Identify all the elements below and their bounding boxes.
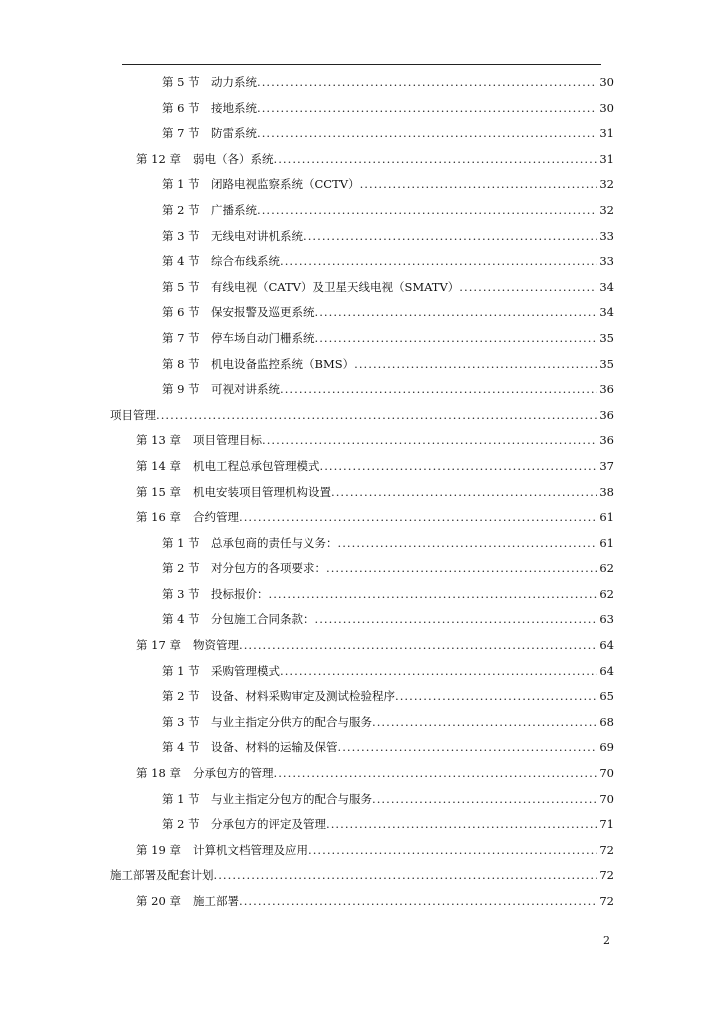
toc-entry-page: 72 xyxy=(599,894,614,908)
toc-entry-number: 第 6 节 xyxy=(162,100,200,115)
toc-dot-leader xyxy=(308,838,597,864)
toc-entry xyxy=(0,96,724,122)
toc-entry xyxy=(0,838,724,864)
toc-entry-title: 接地系统 xyxy=(211,100,257,115)
toc-entry-line xyxy=(162,70,614,96)
toc-dot-leader xyxy=(354,352,597,378)
toc-dot-leader xyxy=(372,710,597,736)
toc-entry-title: 与业主指定分供方的配合与服务 xyxy=(211,714,372,729)
toc-entry-page: 71 xyxy=(599,817,614,832)
toc-entry xyxy=(0,505,724,531)
toc-entry-number: 第 5 节 xyxy=(162,75,200,89)
toc-entry-number: 第 3 节 xyxy=(162,228,200,243)
toc-entry-page: 32 xyxy=(599,177,614,192)
toc-entry-title: 分承包方的评定及管理 xyxy=(211,817,326,832)
toc-dot-leader xyxy=(372,787,597,813)
toc-entry-number: 第 9 节 xyxy=(162,382,200,397)
toc-entry xyxy=(0,300,724,326)
toc-dot-leader xyxy=(239,889,597,915)
toc-entry-number: 第 19 章 xyxy=(136,842,181,857)
header-rule xyxy=(122,64,601,65)
toc-entry-line xyxy=(162,684,614,710)
toc-entry xyxy=(0,863,724,889)
toc-entry xyxy=(0,684,724,710)
toc-entry-number: 第 2 节 xyxy=(162,817,200,832)
toc-entry-number: 第 13 章 xyxy=(136,433,181,448)
toc-entry-line xyxy=(136,505,614,531)
toc-entry-number: 第 16 章 xyxy=(136,510,181,525)
toc-entry-title: 机电设备监控系统（BMS） xyxy=(211,356,355,371)
toc-entry-title: 广播系统 xyxy=(211,202,257,217)
toc-dot-leader xyxy=(262,428,597,454)
toc-entry-page: 64 xyxy=(599,638,614,653)
table-of-contents xyxy=(0,70,724,915)
toc-entry xyxy=(0,224,724,250)
toc-entry-page: 68 xyxy=(599,714,614,729)
toc-entry-line xyxy=(162,326,614,352)
toc-entry xyxy=(0,607,724,633)
toc-entry xyxy=(0,249,724,275)
toc-entry-page: 62 xyxy=(599,586,614,601)
toc-entry xyxy=(0,633,724,659)
toc-entry xyxy=(0,326,724,352)
toc-entry-page: 38 xyxy=(599,484,614,499)
toc-entry-page: 70 xyxy=(599,766,614,781)
toc-entry-page: 65 xyxy=(599,689,614,704)
toc-entry xyxy=(0,480,724,506)
toc-dot-leader xyxy=(326,556,597,582)
toc-entry xyxy=(0,735,724,761)
toc-dot-leader xyxy=(360,172,598,198)
toc-entry xyxy=(0,147,724,173)
toc-entry xyxy=(0,556,724,582)
toc-entry-page: 32 xyxy=(599,202,614,217)
toc-entry-number: 第 5 节 xyxy=(162,279,200,294)
toc-entry-page: 72 xyxy=(599,842,614,857)
toc-entry-number: 第 14 章 xyxy=(136,458,181,473)
toc-entry-title: 停车场自动门栅系统 xyxy=(211,330,315,345)
toc-entry-line xyxy=(162,121,614,147)
toc-entry-page: 63 xyxy=(599,612,614,627)
toc-entry-number: 第 18 章 xyxy=(136,766,181,781)
toc-dot-leader xyxy=(315,300,598,326)
toc-entry xyxy=(0,787,724,813)
toc-entry-title: 有线电视（CATV）及卫星天线电视（SMATV） xyxy=(211,279,460,294)
toc-entry-page: 34 xyxy=(599,305,614,320)
toc-entry-number: 第 4 节 xyxy=(162,612,200,627)
toc-entry-page: 34 xyxy=(599,279,614,294)
toc-dot-leader xyxy=(338,531,598,557)
toc-entry-line xyxy=(136,633,614,659)
toc-entry-title: 与业主指定分包方的配合与服务 xyxy=(211,791,372,806)
toc-entry-line xyxy=(136,147,614,173)
toc-entry xyxy=(0,531,724,557)
toc-entry-page: 33 xyxy=(599,228,614,243)
toc-entry-line xyxy=(162,607,614,633)
toc-entry-title: 施工部署及配套计划 xyxy=(110,868,214,883)
toc-dot-leader xyxy=(280,659,597,685)
toc-entry-title: 无线电对讲机系统 xyxy=(211,228,303,243)
toc-entry-title: 分包施工合同条款： xyxy=(211,612,315,627)
toc-entry-page: 62 xyxy=(599,561,614,576)
toc-entry xyxy=(0,198,724,224)
toc-dot-leader xyxy=(315,326,598,352)
toc-entry-title: 防雷系统 xyxy=(211,126,257,141)
toc-entry xyxy=(0,454,724,480)
toc-entry-title: 综合布线系统 xyxy=(211,254,280,269)
toc-entry-page: 33 xyxy=(599,254,614,269)
toc-entry-title: 合约管理 xyxy=(193,510,239,525)
toc-dot-leader xyxy=(274,147,598,173)
toc-entry xyxy=(0,710,724,736)
toc-entry xyxy=(0,403,724,429)
toc-entry-line xyxy=(162,377,614,403)
toc-entry-line xyxy=(162,787,614,813)
toc-dot-leader xyxy=(239,633,597,659)
toc-entry xyxy=(0,582,724,608)
toc-entry-line xyxy=(136,838,614,864)
toc-entry-title: 采购管理模式 xyxy=(211,663,280,678)
toc-dot-leader xyxy=(257,198,597,224)
toc-entry-title: 项目管理 xyxy=(110,407,156,422)
toc-entry-line xyxy=(136,428,614,454)
toc-entry-page: 64 xyxy=(599,663,614,678)
toc-entry-page: 36 xyxy=(599,407,614,422)
toc-entry-number: 第 4 节 xyxy=(162,254,200,269)
toc-dot-leader xyxy=(214,863,598,889)
toc-entry-number: 第 7 节 xyxy=(162,330,200,345)
toc-dot-leader xyxy=(331,480,597,506)
toc-entry-number: 第 1 节 xyxy=(162,177,200,192)
toc-entry-line xyxy=(136,761,614,787)
toc-entry-title: 设备、材料的运输及保管 xyxy=(211,740,338,755)
toc-entry-line xyxy=(136,480,614,506)
toc-entry-title: 机电安装项目管理机构设置 xyxy=(193,484,331,499)
toc-entry-page: 35 xyxy=(599,356,614,371)
toc-entry-number: 第 1 节 xyxy=(162,663,200,678)
toc-entry-line xyxy=(162,198,614,224)
toc-dot-leader xyxy=(257,70,597,96)
toc-entry-title: 计算机文档管理及应用 xyxy=(193,842,308,857)
toc-entry xyxy=(0,275,724,301)
toc-entry-title: 物资管理 xyxy=(193,638,239,653)
toc-entry-title: 设备、材料采购审定及测试检验程序 xyxy=(211,689,395,704)
toc-entry xyxy=(0,70,724,96)
toc-entry xyxy=(0,172,724,198)
toc-entry-page: 36 xyxy=(599,433,614,448)
toc-entry-number: 第 17 章 xyxy=(136,638,181,653)
page-number: 2 xyxy=(603,934,610,947)
toc-entry-number: 第 4 节 xyxy=(162,740,200,755)
toc-entry-line xyxy=(110,403,614,429)
toc-entry xyxy=(0,428,724,454)
toc-entry-line xyxy=(162,224,614,250)
toc-entry-number: 第 2 节 xyxy=(162,202,200,217)
toc-entry xyxy=(0,121,724,147)
toc-dot-leader xyxy=(395,684,597,710)
toc-entry-title: 弱电（各）系统 xyxy=(193,151,274,166)
toc-entry-line xyxy=(162,812,614,838)
toc-entry-page: 37 xyxy=(599,458,614,473)
toc-dot-leader xyxy=(274,761,598,787)
toc-entry-page: 35 xyxy=(599,330,614,345)
toc-entry-page: 61 xyxy=(599,535,614,550)
toc-entry-title: 保安报警及巡更系统 xyxy=(211,305,315,320)
toc-entry-line xyxy=(162,96,614,122)
toc-dot-leader xyxy=(257,121,597,147)
toc-entry xyxy=(0,761,724,787)
toc-entry-number: 第 20 章 xyxy=(136,894,181,908)
toc-entry-line xyxy=(162,249,614,275)
toc-entry-title: 动力系统 xyxy=(211,75,257,89)
toc-dot-leader xyxy=(303,224,597,250)
toc-entry-line xyxy=(162,659,614,685)
toc-entry-title: 项目管理目标 xyxy=(193,433,262,448)
toc-entry-page: 61 xyxy=(599,510,614,525)
toc-entry-page: 72 xyxy=(599,868,614,883)
toc-entry-page: 30 xyxy=(599,75,614,89)
toc-entry-line xyxy=(162,735,614,761)
toc-entry-title: 总承包商的责任与义务： xyxy=(211,535,338,550)
toc-entry-page: 69 xyxy=(599,740,614,755)
toc-entry-line xyxy=(162,352,614,378)
toc-entry-number: 第 2 节 xyxy=(162,689,200,704)
toc-entry-line xyxy=(162,582,614,608)
toc-dot-leader xyxy=(269,582,598,608)
toc-entry-number: 第 1 节 xyxy=(162,791,200,806)
toc-entry-number: 第 3 节 xyxy=(162,714,200,729)
toc-entry-title: 分承包方的管理 xyxy=(193,766,274,781)
toc-entry-title: 机电工程总承包管理模式 xyxy=(193,458,320,473)
toc-entry-line xyxy=(136,454,614,480)
toc-entry xyxy=(0,889,724,915)
toc-entry-page: 30 xyxy=(599,100,614,115)
toc-dot-leader xyxy=(459,275,597,301)
toc-entry-number: 第 7 节 xyxy=(162,126,200,141)
toc-entry-number: 第 6 节 xyxy=(162,305,200,320)
toc-entry-page: 31 xyxy=(599,151,614,166)
toc-entry-line xyxy=(136,889,614,915)
toc-entry xyxy=(0,377,724,403)
toc-entry-line xyxy=(162,531,614,557)
toc-entry-title: 闭路电视监察系统（CCTV） xyxy=(211,177,360,192)
toc-entry-line xyxy=(110,863,614,889)
toc-entry-line xyxy=(162,300,614,326)
toc-entry-title: 可视对讲系统 xyxy=(211,382,280,397)
toc-entry-title: 施工部署 xyxy=(193,894,239,908)
toc-dot-leader xyxy=(320,454,598,480)
toc-dot-leader xyxy=(280,249,597,275)
toc-entry-line xyxy=(162,275,614,301)
toc-entry-number: 第 2 节 xyxy=(162,561,200,576)
toc-dot-leader xyxy=(338,735,598,761)
toc-entry-number: 第 1 节 xyxy=(162,535,200,550)
toc-entry-page: 31 xyxy=(599,126,614,141)
toc-entry xyxy=(0,352,724,378)
toc-dot-leader xyxy=(326,812,597,838)
toc-entry-line xyxy=(162,556,614,582)
toc-entry-number: 第 12 章 xyxy=(136,151,181,166)
toc-dot-leader xyxy=(280,377,597,403)
toc-entry xyxy=(0,659,724,685)
toc-entry-page: 36 xyxy=(599,382,614,397)
toc-dot-leader xyxy=(239,505,597,531)
toc-entry-page: 70 xyxy=(599,791,614,806)
toc-dot-leader xyxy=(156,403,597,429)
toc-entry xyxy=(0,812,724,838)
toc-entry-number: 第 8 节 xyxy=(162,356,200,371)
toc-dot-leader xyxy=(257,96,597,122)
toc-entry-title: 投标报价： xyxy=(211,586,269,601)
toc-entry-number: 第 3 节 xyxy=(162,586,200,601)
toc-entry-title: 对分包方的各项要求： xyxy=(211,561,326,576)
toc-entry-line xyxy=(162,710,614,736)
toc-entry-number: 第 15 章 xyxy=(136,484,181,499)
toc-entry-line xyxy=(162,172,614,198)
toc-dot-leader xyxy=(315,607,598,633)
